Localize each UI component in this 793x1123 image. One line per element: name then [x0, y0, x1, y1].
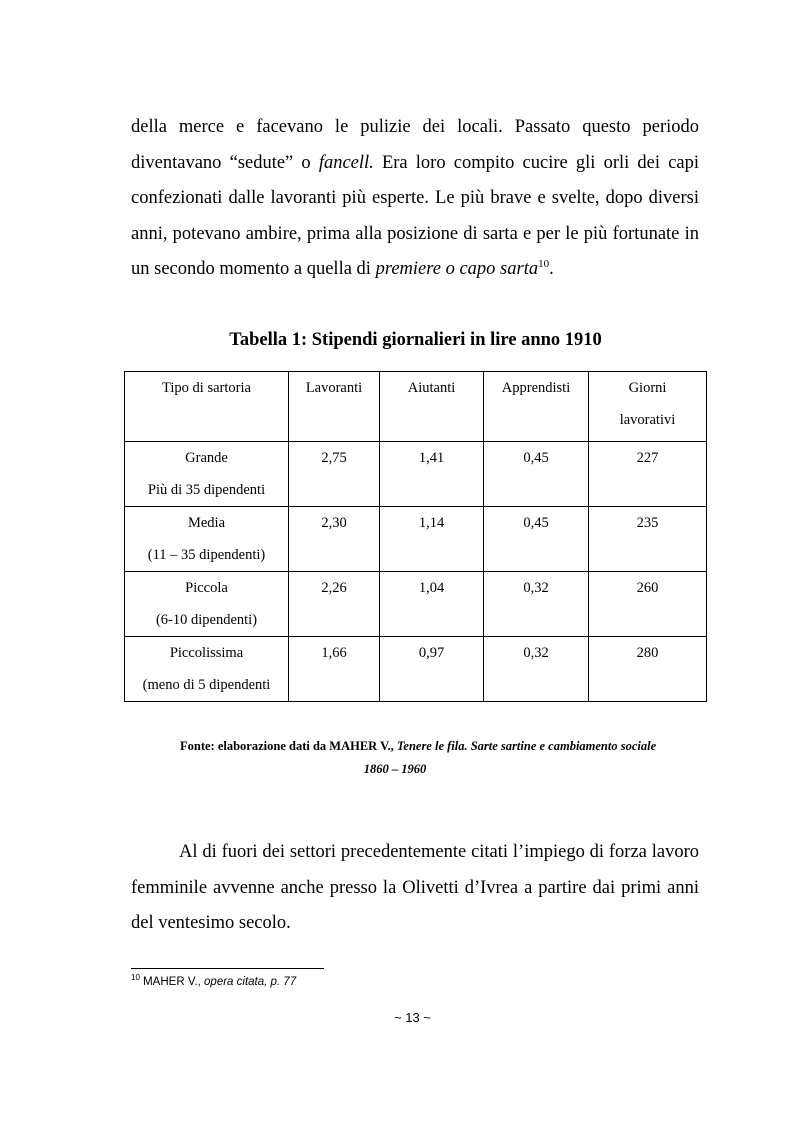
value-cell: 0,97 [380, 637, 484, 702]
header-cell: Giorni lavorativi [589, 372, 707, 442]
table-source [180, 735, 700, 781]
footnote-number: 10 [131, 973, 140, 983]
type-cell: Media (11 – 35 dipendenti) [125, 507, 289, 572]
wage-table [124, 371, 707, 702]
header-cell: Lavoranti [289, 372, 380, 442]
footnote-author: MAHER V., [139, 976, 205, 988]
table-header-row [125, 372, 707, 442]
source-years: 1860 – 1960 [363, 762, 427, 776]
value-cell: 2,30 [289, 507, 380, 572]
value-cell: 260 [589, 572, 707, 637]
value-cell: 2,75 [289, 442, 380, 507]
header-cell: Tipo di sartoria [125, 372, 289, 442]
table-row [125, 637, 707, 702]
table-row [125, 572, 707, 637]
value-cell: 0,45 [484, 442, 589, 507]
page-number: ~ 13 ~ [394, 1010, 431, 1025]
value-cell: 235 [589, 507, 707, 572]
value-cell: 1,66 [289, 637, 380, 702]
value-cell: 227 [589, 442, 707, 507]
paragraph-text: Era loro compito cucire gli orli dei capi confezionati dalle lavoranti più esperte. Le più brave e svelte, dopo diversi anni, potevano ambire, prima alla posizione di sarta e per le più fortunate in un secondo momento a quella di [131, 152, 699, 279]
type-cell: Piccolissima (meno di 5 dipendenti [125, 637, 289, 702]
table-row [125, 442, 707, 507]
footnote [131, 973, 297, 988]
table-caption: Tabella 1: Stipendi giornalieri in lire anno 1910 [229, 330, 602, 350]
paragraph-text: . [549, 259, 554, 279]
source-prefix: Fonte: elaborazione dati da MAHER V., [180, 739, 397, 753]
value-cell: 0,32 [484, 572, 589, 637]
header-cell: Aiutanti [380, 372, 484, 442]
type-cell: Grande Più di 35 dipendenti [125, 442, 289, 507]
body-paragraph-1 [131, 110, 699, 288]
value-cell: 280 [589, 637, 707, 702]
value-cell: 1,41 [380, 442, 484, 507]
footnote-reference[interactable]: 10 [538, 257, 550, 270]
footnote-divider [131, 968, 324, 969]
source-title: Tenere le fila. Sarte sartine e cambiamento sociale [396, 739, 657, 753]
value-cell: 0,32 [484, 637, 589, 702]
footnote-ref: opera citata, p. 77 [204, 976, 297, 988]
body-paragraph-2: Al di fuori dei settori precedentemente citati l’impiego di forza lavoro femminile avvenne anche presso la Olivetti d’Ivrea a partire dai primi anni del ventesimo secolo. [131, 842, 699, 933]
italic-term: fancell. [318, 152, 374, 173]
value-cell: 2,26 [289, 572, 380, 637]
type-cell: Piccola (6-10 dipendenti) [125, 572, 289, 637]
value-cell: 1,14 [380, 507, 484, 572]
italic-term: premiere o capo sarta [375, 259, 539, 279]
paragraph-text: della merce e facevano le pulizie dei locali. Passato questo periodo diventavano “sedute” o [131, 117, 699, 173]
table-row [125, 507, 707, 572]
header-cell: Apprendisti [484, 372, 589, 442]
value-cell: 0,45 [484, 507, 589, 572]
value-cell: 1,04 [380, 572, 484, 637]
